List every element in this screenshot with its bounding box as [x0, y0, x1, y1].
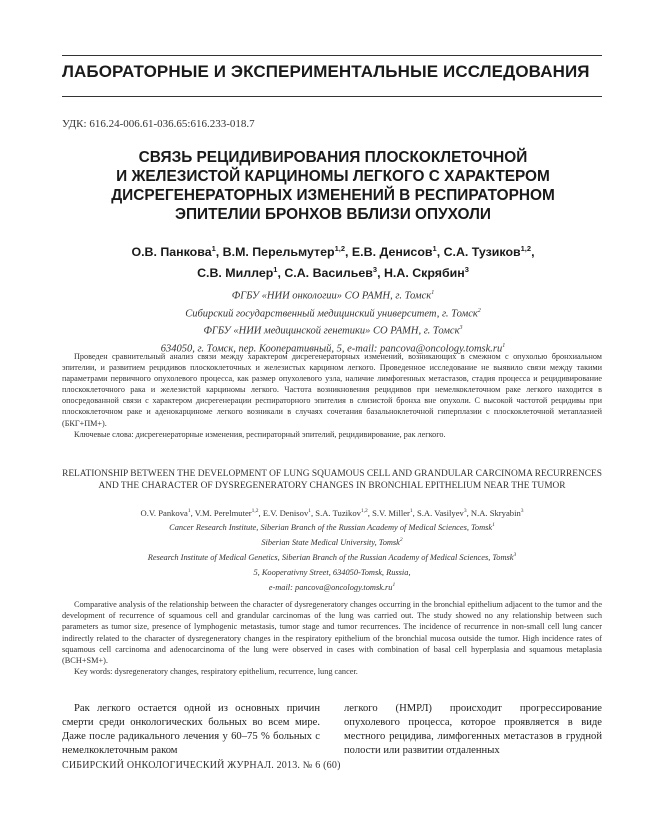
body-text: легкого (НМРЛ) происходит прогрессирование опухолевого процесса, которое проявляется в виде местного рецидива, лимфогенных метастазов в грудной полости или развитии отдаленных	[344, 703, 602, 756]
affiliation: 5, Kooperativny Street, 634050-Tomsk, Russia,	[253, 568, 411, 578]
udk-code: УДК: 616.24-006.61-036.65:616.233-018.7	[62, 118, 255, 130]
keywords: Key words: dysregeneratory changes, respiratory epithelium, recurrence, lung cancer.	[74, 667, 358, 677]
author: С.В. Миллер	[197, 266, 274, 281]
abstract-text: Comparative analysis of the relationship between the character of dysregeneratory changes occurring in the bronchial epithelium adjacent to the tumor and the development of recurrence of squamous cell and grandular carcinomas of the lung was carried out. The study showed no any relationship between such parameters as tumor size, presence of lymphogenic metastasis, tumor stage and tumor recurrences. The incidence of recurrence in non-small cell lung cancer indirectly related to the character of dysregeneratory changes in the respiratory epithelium of the bronchial mucosa outside the tumor. High incidence rates of squamous cell carcinoma and adenocarcinoma of the lung were observed in cases with combination of basal cell hyperplasia and squamous metaplasia (BCH+SM+).	[62, 600, 602, 666]
affiliation: ФГБУ «НИИ медицинской генетики» СО РАМН, г. Томск$^3$	[203, 325, 463, 337]
author: С.А. Васильев	[284, 266, 373, 281]
affiliation: ФГБУ «НИИ онкологии» СО РАМН, г. Томск$^1$	[231, 290, 435, 302]
title-line: ДИСРЕГЕНЕРАТОРНЫХ ИЗМЕНЕНИЙ В РЕСПИРАТОРНОМ	[111, 187, 555, 204]
affiliation: 634050, г. Томск, пер. Кооперативный, 5, e-mail: $pancova@oncology.tomsk.ru^1$	[160, 342, 506, 354]
title-en: RELATIONSHIP BETWEEN THE DEVELOPMENT OF LUNG SQUAMOUS CELL AND GRANDULAR CARCINOMA RECURRENCES AND THE CHARACTER OF DYSREGENERATORY CHANGES IN BRONCHIAL EPITHELIUM NEAR THE TUMOR	[62, 469, 602, 491]
author: В.М. Перельмутер	[222, 245, 335, 260]
body-text: Рак легкого остается одной из основных причин смерти среди онкологических больных во всем мире. Даже после радикального лечения у 60–75 % больных с немелкоклеточным раком	[62, 703, 320, 756]
abstract-text: Проведен сравнительный анализ связи между характером дисрегенераторных изменений, возникающих в смежном с опухолью бронхиальном эпителии, и развитием рецидивов плоскоклеточных и железистых карцином легкого. Проведенное исследование не выявило связи между такими параметрами первичного опухолевого процесса, как размер опухолевого узла, наличие лимфогенных метастазов, стадия процесса и рецидивирование плоскоклеточного рака и железистой карциномы легкого. Частота возникновения рецидивов при немелкоклеточном раке легкого находится в опосредованной связи с характером дисрегенерации респираторного эпителия в слизистой бронха вне опухоли. С высокой частотой рецидивы при плоскоклеточном раке и аденокарциноме легкого возникали в случаях сочетания базальноклеточной гиперплазии с плоскоклеточной метаплазией (БКГ+ПМ+).	[62, 352, 602, 428]
article-title	[60, 148, 606, 224]
journal-footer: СИБИРСКИЙ ОНКОЛОГИЧЕСКИЙ ЖУРНАЛ. 2013. № 6 (60)	[62, 760, 341, 771]
affiliations-ru	[60, 286, 606, 356]
author: О.В. Панкова	[131, 245, 212, 260]
body-column-left	[62, 702, 320, 758]
abstract-ru	[62, 351, 602, 440]
abstract-en	[62, 599, 602, 677]
authors-ru: О.В. Панкова$^1$, В.М. Перельмутер$^{1,2}$, Е.В. Денисов$^1$, С.А. Тузиков$^{1,2}$, С.В. Миллер$^1$, С.А. Васильев$^3$, Н.А. Скрябин$^3$	[131, 244, 535, 281]
affiliation: Siberian State Medical University, Tomsk$^2$	[261, 537, 403, 547]
affiliation: Cancer Research Institute, Siberian Branch of the Russian Academy of Medical Sciences, Tomsk$^1$	[169, 522, 495, 532]
affiliation: e-mail: $pancova@oncology.tomsk.ru^1$	[268, 582, 396, 593]
author: С.А. Тузиков	[443, 245, 521, 260]
body-column-right	[344, 702, 602, 758]
author: Е.В. Денисов	[351, 245, 433, 260]
author: Н.А. Скрябин	[383, 266, 465, 281]
section-rule	[62, 96, 602, 97]
title-line: СВЯЗЬ РЕЦИДИВИРОВАНИЯ ПЛОСКОКЛЕТОЧНОЙ	[138, 149, 528, 166]
title-line: ЭПИТЕЛИИ БРОНХОВ ВБЛИЗИ ОПУХОЛИ	[175, 206, 491, 223]
authors-en: O.V. Pankova$^1$, V.M. Perelmuter$^{1,2}$, E.V. Denisov$^1$, S.A. Tuzikov$^{1,2}$, S.V. Miller$^1$, S.A. Vasilyev$^3$, N.A. Skryabin$^3$	[140, 507, 524, 518]
affiliation: Research Institute of Medical Genetics, Siberian Branch of the Russian Academy of Medical Sciences, Tomsk$^3$	[147, 552, 517, 562]
keywords: Ключевые слова: дисрегенераторные изменения, респираторный эпителий, рецидивирование, рак легкого.	[74, 429, 446, 439]
affiliation: Сибирский государственный медицинский университет, г. Томск$^2$	[185, 307, 481, 319]
section-title: ЛАБОРАТОРНЫЕ И ЭКСПЕРИМЕНТАЛЬНЫЕ ИССЛЕДОВАНИЯ	[62, 62, 590, 81]
title-line: И ЖЕЛЕЗИСТОЙ КАРЦИНОМЫ ЛЕГКОГО С ХАРАКТЕРОМ	[116, 168, 550, 185]
affiliations-en	[62, 519, 602, 594]
top-rule	[62, 55, 602, 56]
